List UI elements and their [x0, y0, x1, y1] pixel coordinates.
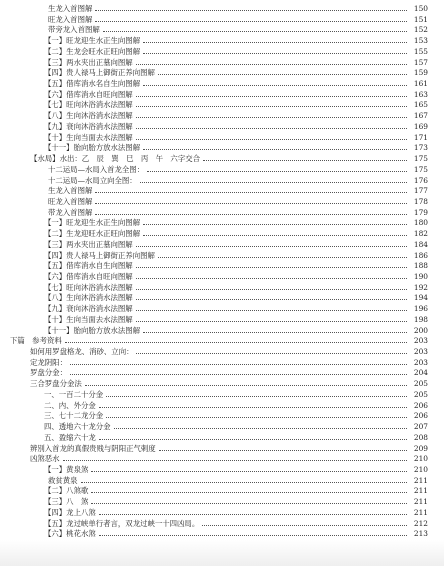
- toc-page-number: 206: [413, 400, 428, 410]
- toc-entry[interactable]: [44, 120, 428, 131]
- toc-page-number: 203: [413, 347, 428, 357]
- toc-page-number: 152: [413, 25, 428, 35]
- toc-page-number: 161: [413, 79, 428, 89]
- toc-page-number: 167: [413, 111, 428, 121]
- toc-entry-title: 【十一】胎向胎方放水法图解: [44, 325, 141, 335]
- toc-page-number: 176: [413, 175, 428, 185]
- toc-page-number: 211: [413, 475, 428, 485]
- toc-dot-leader: [140, 182, 407, 183]
- toc-entry-title: 【七】旺向沐浴消水法图解: [44, 282, 133, 292]
- toc-entry[interactable]: [44, 420, 428, 431]
- toc-dot-leader: [158, 74, 407, 75]
- toc-page-number: 178: [413, 196, 428, 206]
- toc-page-number: 208: [413, 432, 428, 442]
- toc-entry[interactable]: [44, 281, 428, 292]
- toc-dot-leader: [143, 42, 407, 43]
- toc-page-number: 179: [413, 207, 428, 217]
- toc-dot-leader: [159, 450, 407, 451]
- toc-page-number: 165: [413, 100, 428, 110]
- toc-dot-leader: [136, 128, 407, 129]
- toc-entry[interactable]: [44, 527, 428, 538]
- toc-page-number: 211: [413, 507, 428, 517]
- toc-entry[interactable]: [30, 452, 428, 463]
- toc-entry-title: 十二运局—水局立向全图：: [48, 175, 137, 185]
- toc-entry-title: 旺龙入首图解: [48, 14, 93, 24]
- toc-entry-title: 【四】贵人禄马上御街正养向图解: [44, 68, 155, 78]
- toc-entry[interactable]: [44, 463, 428, 474]
- toc-entry[interactable]: [44, 291, 428, 302]
- toc-page-number: 192: [413, 282, 428, 292]
- toc-entry-title: 【五】借库消水自生向图解: [44, 261, 133, 271]
- toc-page-number: 207: [413, 422, 428, 432]
- toc-dot-leader: [85, 385, 407, 386]
- toc-entry-title: 【八】生向沐浴消水法图解: [44, 111, 133, 121]
- toc-entry-title: 【九】衰向沐浴消水法图解: [44, 121, 133, 131]
- toc-entry-title: 二、内、外分金: [44, 400, 96, 410]
- toc-page-number: 198: [413, 314, 428, 324]
- toc-entry[interactable]: [44, 77, 428, 88]
- toc-dot-leader: [95, 192, 407, 193]
- toc-entry-title: 一、一百二十分金: [44, 389, 104, 399]
- toc-page-number: 186: [413, 250, 428, 260]
- toc-dot-leader: [95, 203, 407, 204]
- toc-entry-title: 罗盘分金：: [30, 368, 67, 378]
- toc-entry[interactable]: [48, 474, 428, 485]
- toc-entry[interactable]: [44, 34, 428, 45]
- toc-entry-title: 带旁龙入首图解: [48, 25, 100, 35]
- toc-page-number: 157: [413, 57, 428, 67]
- toc-entry[interactable]: [30, 152, 428, 163]
- toc-entry-title: 四、透地六十龙分金: [44, 422, 111, 432]
- toc-entry-title: 辨別入首龙的真假贵贱与阴阳正气剌度: [30, 443, 156, 453]
- toc-entry-title: 【十】生向当面去水法图解: [44, 132, 133, 142]
- toc-page-number: 155: [413, 46, 428, 56]
- toc-entry[interactable]: [44, 227, 428, 238]
- toc-dot-leader: [143, 149, 407, 150]
- toc-entry[interactable]: [44, 495, 428, 506]
- toc-dot-leader: [95, 10, 407, 11]
- toc-dot-leader: [99, 439, 407, 440]
- toc-entry[interactable]: [44, 249, 428, 260]
- toc-dot-leader: [106, 396, 407, 397]
- toc-entry-title: 【六】桃花水煞: [44, 529, 96, 539]
- toc-entry[interactable]: [48, 174, 428, 185]
- toc-entry-title: 【二】生龙会旺水正旺向图解: [44, 46, 141, 56]
- toc-page-number: 203: [413, 336, 428, 346]
- toc-entry-title: 三、七十二龙分金: [44, 411, 104, 421]
- toc-dot-leader: [143, 224, 407, 225]
- toc-entry[interactable]: [44, 131, 428, 142]
- toc-page-number: 205: [413, 379, 428, 389]
- toc-dot-leader: [99, 535, 407, 536]
- toc-entry[interactable]: [48, 163, 428, 174]
- toc-dot-leader: [99, 514, 407, 515]
- toc-page-number: 153: [413, 36, 428, 46]
- toc-entry-title: 【十】生向当面去水法图解: [44, 314, 133, 324]
- toc-page-number: 206: [413, 411, 428, 421]
- toc-dot-leader: [91, 471, 407, 472]
- toc-entry-title: 【一】旺龙迎生水正生向图解: [44, 36, 141, 46]
- toc-page-number: 190: [413, 272, 428, 281]
- toc-dot-leader: [136, 321, 407, 322]
- toc-page-number: 210: [413, 464, 428, 474]
- toc-dot-leader: [136, 106, 407, 107]
- toc-page-number: 180: [413, 218, 428, 228]
- toc-entry[interactable]: [44, 238, 428, 249]
- toc-page-number: 175: [413, 164, 428, 174]
- toc-entry[interactable]: [44, 216, 428, 227]
- toc-dot-leader: [114, 428, 407, 429]
- toc-page-number: 205: [413, 389, 428, 399]
- toc-entry[interactable]: [44, 409, 428, 420]
- toc-entry[interactable]: [48, 206, 428, 217]
- toc-dot-leader: [95, 214, 407, 215]
- toc-entry-title: 生龙入首图解: [48, 4, 93, 13]
- toc-entry[interactable]: [48, 184, 428, 195]
- toc-entry[interactable]: [44, 388, 428, 399]
- toc-entry[interactable]: [44, 399, 428, 410]
- toc-entry[interactable]: [44, 45, 428, 56]
- toc-dot-leader: [143, 53, 407, 54]
- toc-entry[interactable]: [44, 141, 428, 152]
- toc-entry[interactable]: [44, 270, 428, 281]
- toc-dot-leader: [91, 492, 407, 493]
- toc-dot-leader: [202, 525, 407, 526]
- toc-entry[interactable]: [44, 66, 428, 77]
- toc-entry[interactable]: [44, 259, 428, 270]
- toc-dot-leader: [81, 482, 407, 483]
- toc-entry-title: 旺龙入首图解: [48, 196, 93, 206]
- toc-entry-title: 【八】生向沐浴消水法图解: [44, 293, 133, 303]
- toc-page-number: 175: [413, 154, 428, 164]
- toc-page-number: 212: [413, 518, 428, 528]
- toc-dot-leader: [136, 267, 407, 268]
- toc-dot-leader: [143, 332, 407, 333]
- toc-entry[interactable]: [48, 13, 428, 24]
- toc-page-number: 188: [413, 261, 428, 271]
- toc-entry[interactable]: [30, 345, 428, 356]
- toc-dot-leader: [136, 64, 407, 65]
- toc-entry-title: 【五】龙过峡单行者言，双龙过峡一十四凶局。: [44, 518, 200, 528]
- toc-page-number: 209: [413, 443, 428, 453]
- toc-entry[interactable]: [44, 98, 428, 109]
- toc-page-number: 182: [413, 229, 428, 239]
- toc-page-number: 151: [413, 14, 428, 24]
- toc-entry-title: 【六】借库消水自旺向图解: [44, 272, 133, 281]
- toc-dot-leader: [136, 246, 407, 247]
- toc-dot-leader: [63, 460, 407, 461]
- toc-entry-title: 【四】贵人禄马上御街正养向图解: [44, 250, 155, 260]
- toc-dot-leader: [136, 139, 407, 140]
- toc-entry-title: 生龙入首图解: [48, 186, 93, 196]
- toc-entry-title: 五、盈缩六十龙: [44, 432, 96, 442]
- toc-entry-title: 【九】衰向沐浴消水法图解: [44, 304, 133, 314]
- toc-dot-leader: [147, 171, 407, 172]
- toc-page-number: 169: [413, 121, 428, 131]
- toc-dot-leader: [70, 374, 407, 375]
- toc-entry-title: 【四】龙上八煞: [44, 507, 96, 517]
- toc-dot-leader: [136, 117, 407, 118]
- toc-dot-leader: [91, 503, 407, 504]
- toc-page-number: 210: [413, 454, 428, 464]
- toc-page-number: 184: [413, 239, 428, 249]
- toc-dot-leader: [143, 85, 407, 86]
- toc-entry-title: 十二运局—水局入首龙全图：: [48, 164, 145, 174]
- toc-entry-title: 带龙入首图解: [48, 207, 93, 217]
- toc-dot-leader: [136, 289, 407, 290]
- toc-dot-leader: [143, 235, 407, 236]
- toc-entry-title: 【二】生龙迎旺水正旺向图解: [44, 229, 141, 239]
- toc-entry[interactable]: [48, 2, 428, 13]
- toc-page-number: 173: [413, 143, 428, 153]
- toc-dot-leader: [95, 21, 407, 22]
- toc-entry-title: 【一】旺龙迎生水正生向图解: [44, 218, 141, 228]
- toc-entry-title: 【三】八 煞: [44, 497, 89, 507]
- toc-entry[interactable]: [44, 88, 428, 99]
- toc-page-number: 203: [413, 357, 428, 367]
- toc-page-number: 150: [413, 4, 428, 13]
- toc-entry[interactable]: [10, 334, 428, 345]
- toc-dot-leader: [136, 96, 407, 97]
- toc-dot-leader: [158, 257, 407, 258]
- toc-entry[interactable]: [44, 302, 428, 313]
- toc-entry[interactable]: [44, 109, 428, 120]
- toc-entry[interactable]: [44, 324, 428, 335]
- toc-entry-title: 【一】黄泉煞: [44, 464, 89, 474]
- toc-entry-title: 【水局】水出：乙 辰 巽 巳 丙 午 六字交合: [30, 154, 200, 164]
- toc-dot-leader: [65, 342, 407, 343]
- toc-entry[interactable]: [48, 23, 428, 34]
- toc-entry[interactable]: [44, 431, 428, 442]
- toc-page-number: 213: [413, 529, 428, 539]
- toc-page-number: 171: [413, 132, 428, 142]
- toc-entry-title: 【二】八煞歌: [44, 486, 89, 496]
- toc-entry-title: 【三】两水夹出正墓向图解: [44, 239, 133, 249]
- toc-page-number: 211: [413, 486, 428, 496]
- toc-dot-leader: [203, 160, 407, 161]
- toc-entry[interactable]: [44, 313, 428, 324]
- toc-entry-title: 【十一】胎向胎方放水法图解: [44, 143, 141, 153]
- toc-page-number: 204: [413, 368, 428, 378]
- toc-entry[interactable]: [30, 366, 428, 377]
- toc-entry-title: 【六】借库消水自旺向图解: [44, 89, 133, 99]
- toc-page-number: 196: [413, 304, 428, 314]
- toc-entry-title: 救贫黄泉: [48, 475, 78, 485]
- toc-page-number: 211: [413, 497, 428, 507]
- toc-entry[interactable]: [48, 195, 428, 206]
- toc-entry-title: 【三】两水夹出正墓向图解: [44, 57, 133, 67]
- toc-dot-leader: [136, 299, 407, 300]
- toc-entry[interactable]: [44, 506, 428, 517]
- toc-entry-title: 如何用罗盘格龙、消砂、立向：: [30, 347, 134, 357]
- toc-dot-leader: [103, 31, 407, 32]
- toc-entry-title: 【五】借库消水名自生向图解: [44, 79, 141, 89]
- toc-entry[interactable]: [44, 484, 428, 495]
- toc-dot-leader: [106, 417, 407, 418]
- toc-page-number: 177: [413, 186, 428, 196]
- toc-entry[interactable]: [44, 56, 428, 67]
- toc-entry-title: 下篇 参考资料: [10, 336, 62, 346]
- toc-entry[interactable]: [44, 517, 428, 528]
- toc-dot-leader: [70, 364, 407, 365]
- toc-entry-title: 凶煞恶水: [30, 454, 60, 464]
- toc-page-number: 194: [413, 293, 428, 303]
- toc-page-number: 200: [413, 325, 428, 335]
- toc-entry[interactable]: [30, 356, 428, 367]
- toc-entry-title: 【七】旺向沐浴消水法图解: [44, 100, 133, 110]
- toc-dot-leader: [136, 278, 407, 279]
- toc-entry-title: 三合罗盘分金法: [30, 379, 82, 389]
- toc-dot-leader: [136, 353, 407, 354]
- toc-dot-leader: [136, 310, 407, 311]
- toc-page-number: 163: [413, 89, 428, 99]
- toc-page-number: 159: [413, 68, 428, 78]
- toc-dot-leader: [99, 407, 407, 408]
- toc-entry[interactable]: [30, 377, 428, 388]
- toc-entry[interactable]: [30, 442, 428, 453]
- toc-entry-title: 定龙阴阳：: [30, 357, 67, 367]
